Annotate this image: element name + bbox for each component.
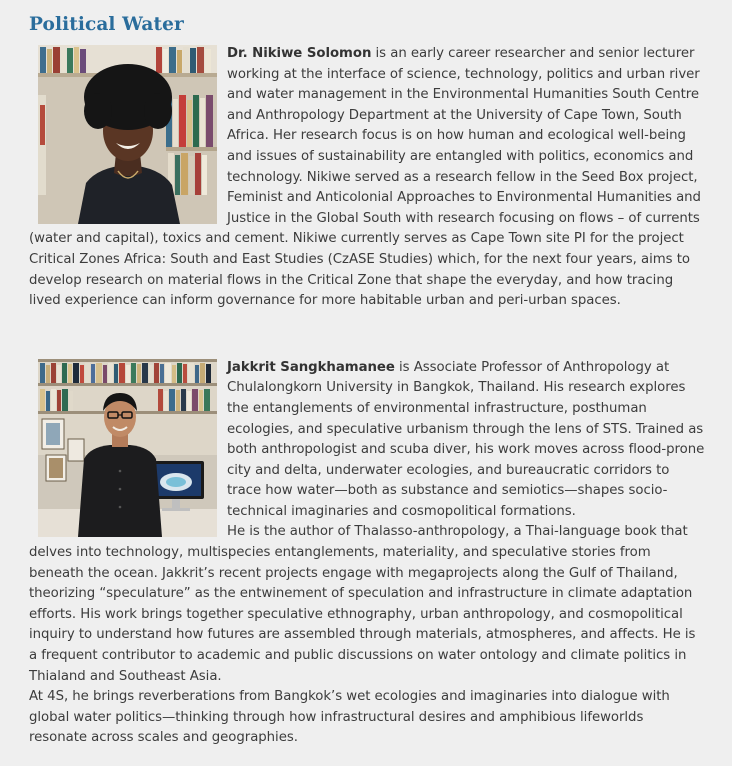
portrait-photo-jakkrit xyxy=(38,359,217,537)
bio-text-jakkrit-3: At 4S, he brings reverberations from Bangkok’s wet ecologies and imaginaries into dialogue with global water politics—thinking through how infrastructural desires and amphibious lifeworlds resonate across scales and geographies. xyxy=(29,689,670,746)
bio-text-jakkrit-2: He is the author of Thalasso-anthropology, a Thai-language book that delves into technology, multispecies entanglements, materiality, and speculative stories from beneath the ocean. Jakkrit’s recent projects engage with megaprojects along the Gulf of Thailand, theorizing “speculature” as the entwinement of speculation and infrastructure in climate adaptation efforts. His work brings together speculative ethnography, urban anthropology, and cosmopolitical inquiry to understand how futures are assembled through materials, atmospheres, and affects. He is a frequent contributor to academic and public discussions on water ontology and climate politics in Thialand and Southeast Asia. xyxy=(29,524,696,684)
portrait-nikiwe-image xyxy=(38,45,217,224)
bio-jakkrit-sangkhamanee xyxy=(29,358,705,749)
portrait-photo-nikiwe xyxy=(38,45,217,224)
section-title: Political Water xyxy=(29,14,184,35)
bio-nikiwe-solomon xyxy=(29,44,705,312)
bio-text-nikiwe: is an early career researcher and senior lecturer working at the interface of science, technology, politics and urban river and water management in the Environmental Humanities South Centre and Anthropology Department at the University of Cape Town, South Africa. Her research focus is on how human and ecological well-being and issues of sustainability are entangled with politics, economics and technology. Nikiwe served as a research fellow in the Seed Box project, Feminist and Anticolonial Approaches to Environmental Humanities and Justice in the Global South with research focusing on flows – of currents (water and capital), toxics and cement. Nikiwe currently serves as Cape Town site PI for the project Critical Zones Africa: South and East Studies (CzASE Studies) which, for the next four years, aims to develop research on material flows in the Critical Zone that shape the everyday, and how tracing lived experience can inform governance for more habitable urban and peri-urban spaces. xyxy=(29,46,701,309)
bio-name-jakkrit: Jakkrit Sangkhamanee xyxy=(227,359,395,375)
portrait-jakkrit-image xyxy=(38,359,217,537)
bio-text-jakkrit-1: is Associate Professor of Anthropology at Chulalongkorn University in Bangkok, Thailand. His research explores the entanglements of environmental infrastructure, posthuman ecologies, and speculative urbanism through the lens of STS. Trained as both anthropologist and scuba diver, his work moves across flood-prone city and delta, underwater ecologies, and bureaucratic corridors to trace how water—both as substance and semiotics—shapes socio-technical imaginaries and cosmopolitical formations. xyxy=(227,359,705,519)
bio-name-nikiwe: Dr. Nikiwe Solomon xyxy=(227,46,372,61)
